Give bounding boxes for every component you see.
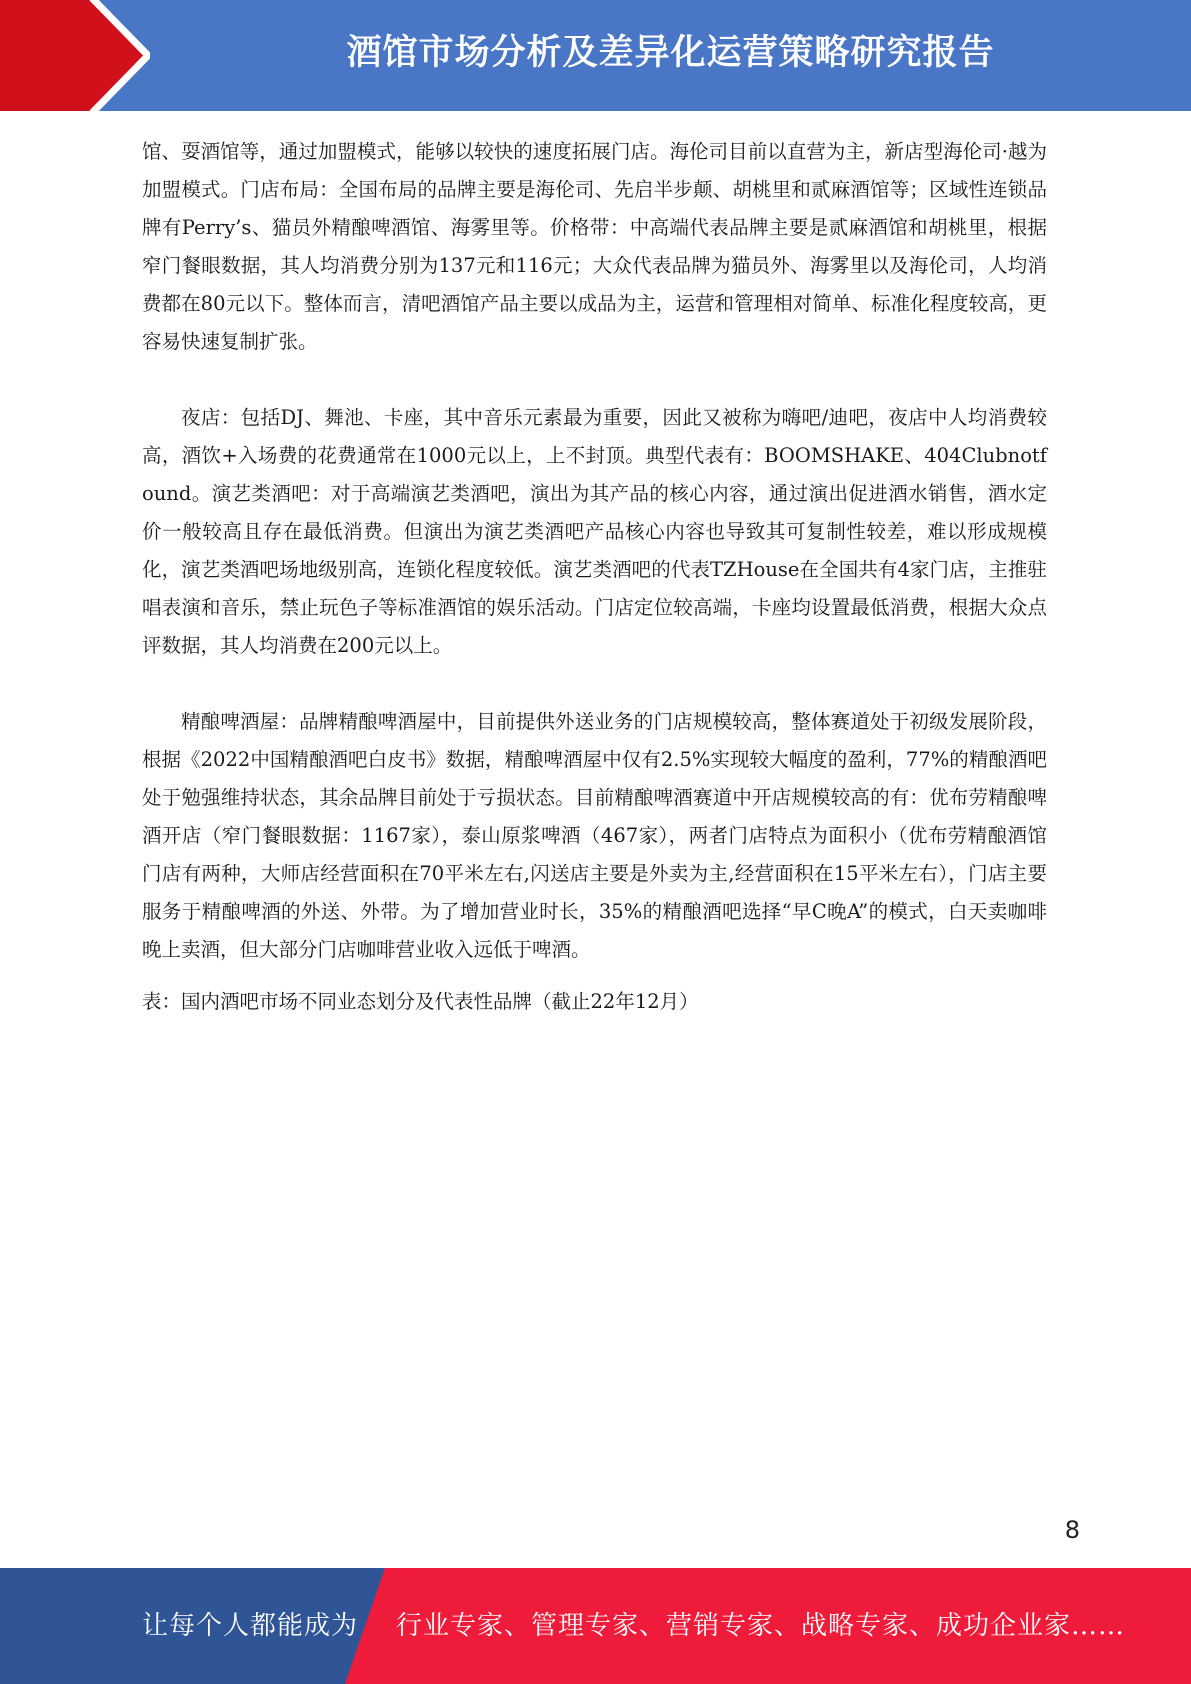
page-header <box>0 0 1191 111</box>
header-red-chevron-icon <box>0 0 150 111</box>
paragraph-nightclub: 夜店：包括DJ、舞池、卡座，其中音乐元素最为重要，因此又被称为嗨吧/迪吧，夜店中人均消费较高，酒饮+入场费的花费通常在1000元以上，上不封顶。典型代表有：BOOMSHAKE、404Clubnotfound。演艺类酒吧：对于高端演艺类酒吧，演出为其产品的核心内容，通过演出促进酒水销售，酒水定价一般较高且存在最低消费。但演出为演艺类酒吧产品核心内容也导致其可复制性较差，难以形成规模化，演艺类酒吧场地级别高，连锁化程度较低。演艺类酒吧的代表TZHouse在全国共有4家门店，主推驻唱表演和音乐，禁止玩色子等标准酒馆的娱乐活动。门店定位较高端，卡座均设置最低消费，根据大众点评数据，其人均消费在200元以上。 <box>142 406 1047 657</box>
document-body <box>142 133 1047 1021</box>
footer-slogan-left: 让每个人都能成为 <box>142 1611 359 1641</box>
table-caption: 表：国内酒吧市场不同业态划分及代表性品牌（截止22年12月） <box>142 990 699 1013</box>
report-title: 酒馆市场分析及差异化运营策略研究报告 <box>346 33 995 73</box>
page-number: 8 <box>1064 1516 1080 1544</box>
paragraph-craft-beer: 精酿啤酒屋：品牌精酿啤酒屋中，目前提供外送业务的门店规模较高，整体赛道处于初级发展阶段，根据《2022中国精酿酒吧白皮书》数据，精酿啤酒屋中仅有2.5%实现较大幅度的盈利，77%的精酿酒吧处于勉强维持状态，其余品牌目前处于亏损状态。目前精酿啤酒赛道中开店规模较高的有：优布劳精酿啤酒开店（窄门餐眼数据：1167家），泰山原浆啤酒（467家），两者门店特点为面积小（优布劳精酿酒馆门店有两种，大师店经营面积在70平米左右,闪送店主要是外卖为主,经营面积在15平米左右），门店主要服务于精酿啤酒的外送、外带。为了增加营业时长，35%的精酿酒吧选择“早C晚A”的模式，白天卖咖啡晚上卖酒，但大部分门店咖啡营业收入远低于啤酒。 <box>142 710 1047 961</box>
paragraph-bar-chains: 馆、耍酒馆等，通过加盟模式，能够以较快的速度拓展门店。海伦司目前以直营为主，新店型海伦司·越为加盟模式。门店布局：全国布局的品牌主要是海伦司、先启半步颠、胡桃里和贰麻酒馆等；区域性连锁品牌有Perry’s、猫员外精酿啤酒馆、海雾里等。价格带：中高端代表品牌主要是贰麻酒馆和胡桃里，根据窄门餐眼数据，其人均消费分别为137元和116元；大众代表品牌为猫员外、海雾里以及海伦司，人均消费都在80元以下。整体而言，清吧酒馆产品主要以成品为主，运营和管理相对简单、标准化程度较高，更容易快速复制扩张。 <box>142 140 1047 353</box>
page-footer <box>0 1568 1191 1684</box>
footer-slogan-right: 行业专家、管理专家、营销专家、战略专家、成功企业家…… <box>396 1611 1126 1641</box>
